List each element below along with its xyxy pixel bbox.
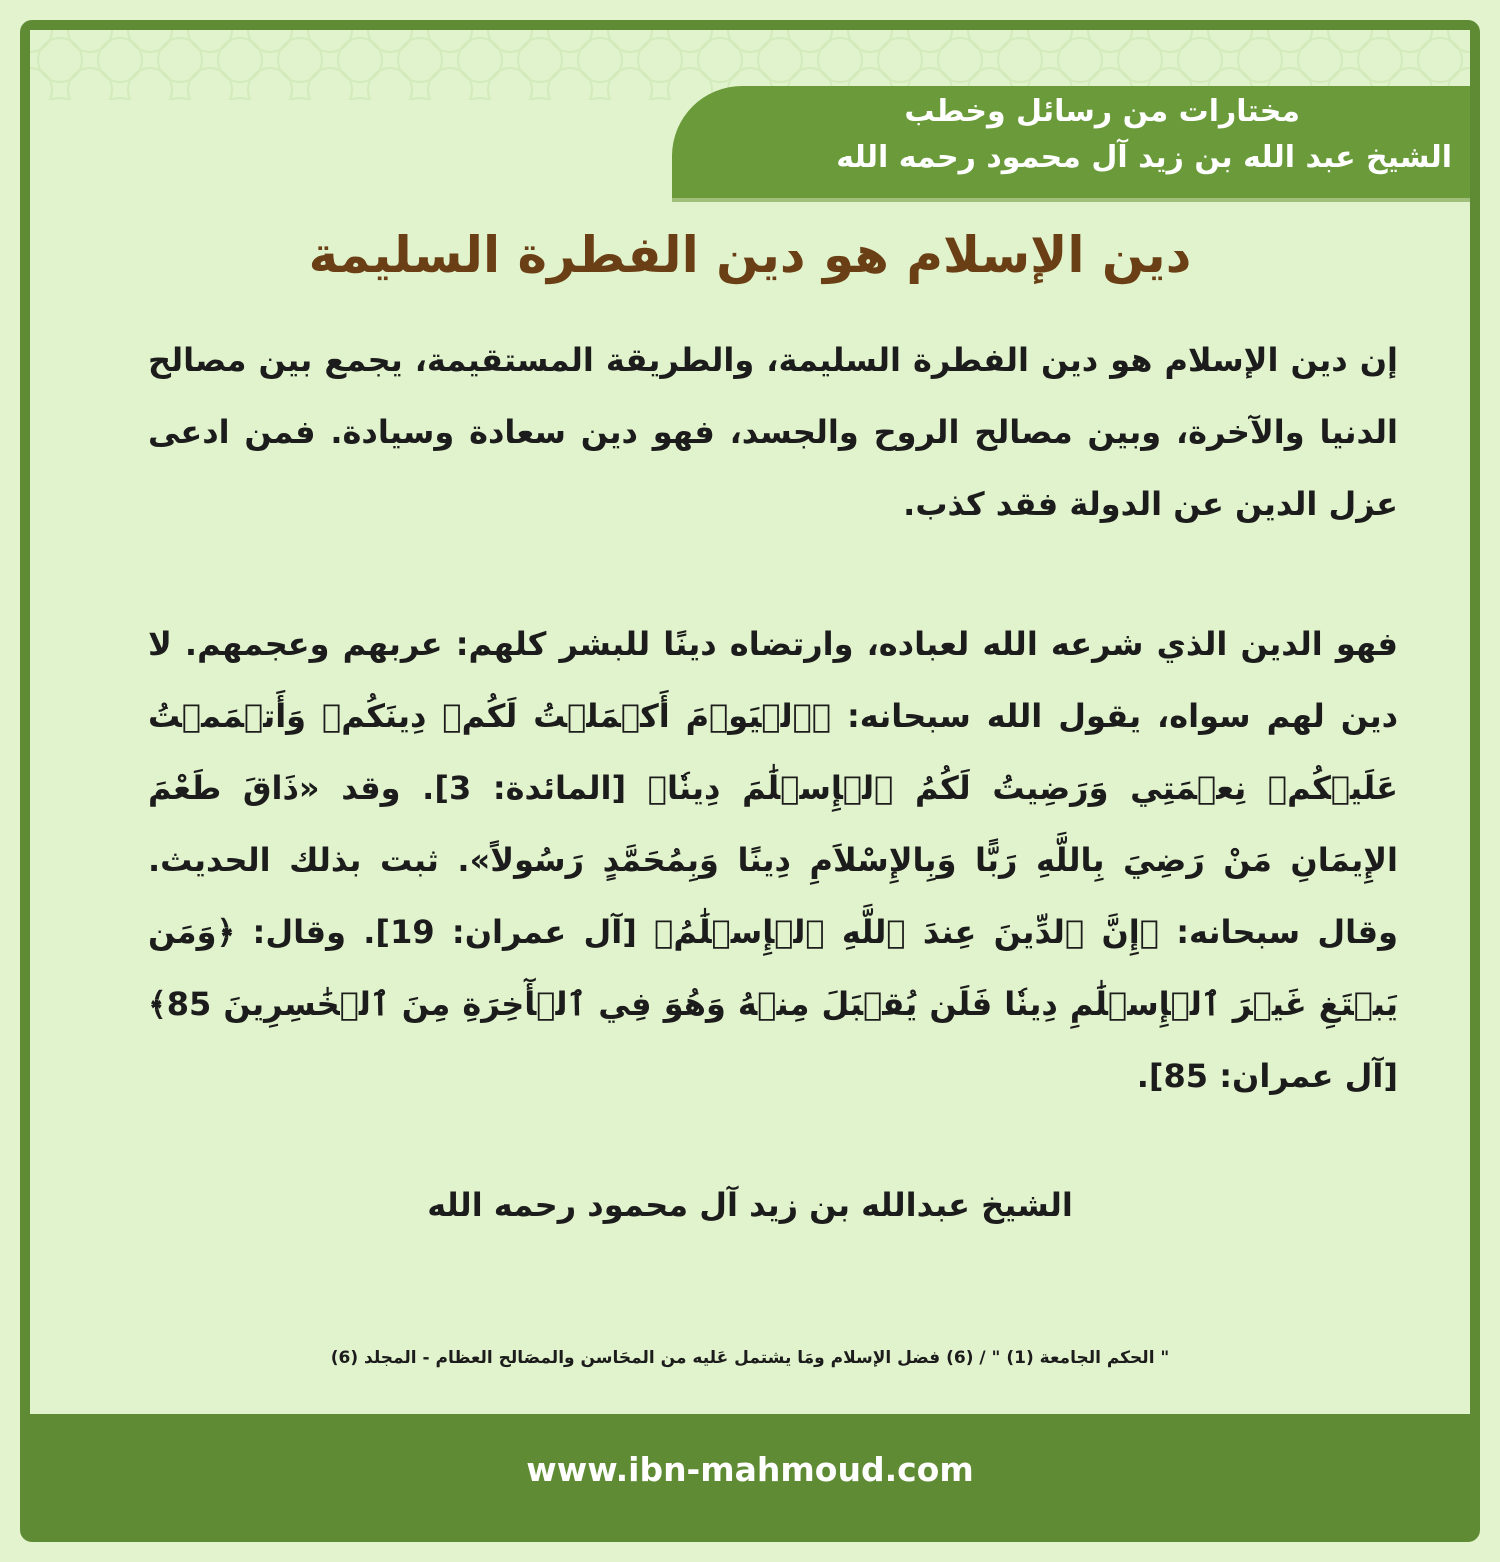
author-signature: الشيخ عبدالله بن زيد آل محمود رحمه الله [427, 1186, 1073, 1224]
header-banner [672, 86, 1470, 198]
body-paragraph-1: إن دين الإسلام هو دين الفطرة السليمة، والطريقة المستقيمة، يجمع بين مصالح الدنيا والآخرة، وبين مصالح الروح والجسد، فهو دين سعادة وسيادة. فمن ادعى عزل الدين عن الدولة فقد كذب. [148, 341, 1398, 523]
series-title: مختارات من رسائل وخطب [904, 94, 1300, 129]
website-link[interactable]: www.ibn-mahmoud.com [526, 1450, 974, 1489]
author-name-header: الشيخ عبد الله بن زيد آل محمود رحمه الله [836, 140, 1452, 175]
body-paragraph-2: فهو الدين الذي شرعه الله لعباده، وارتضاه دينًا للبشر كلهم: عربهم وعجمهم. لا دين لهم سواه، يقول الله سبحانه: ﴿ٱلۡيَوۡمَ أَكۡمَلۡتُ لَكُمۡ دِينَكُمۡ وَأَتۡمَمۡتُ عَلَيۡكُمۡ نِعۡمَتِي وَرَضِيتُ لَكُمُ ٱلۡإِسۡلَٰمَ دِينٗا﴾ [المائدة: 3]. وقد «ذَاقَ طَعْمَ الإِيمَانِ مَنْ رَضِيَ بِاللَّهِ رَبًّا وَبِالإِسْلاَمِ دِينًا وَبِمُحَمَّدٍ رَسُولاً». ثبت بذلك الحديث. وقال سبحانه: ﴿إِنَّ ٱلدِّينَ عِندَ ٱللَّهِ ٱلۡإِسۡلَٰمُ﴾ [آل عمران: 19]. وقال: ﴿وَمَن يَبۡتَغِ غَيۡرَ ٱلۡإِسۡلَٰمِ دِينٗا فَلَن يُقۡبَلَ مِنۡهُ وَهُوَ فِي ٱلۡأٓخِرَةِ مِنَ ٱلۡخَٰسِرِينَ 85﴾ [آل عمران: 85]. [148, 625, 1399, 1095]
source-reference: " الحكم الجامعة (1) " / (6) فضل الإسلام ومَا يشتمل عَليه من المحَاسن والمصَالح العظام - المجلد (6) [330, 1348, 1170, 1368]
page-title: دين الإسلام هو دين الفطرة السليمة [308, 226, 1192, 284]
content-panel [30, 30, 1470, 1414]
